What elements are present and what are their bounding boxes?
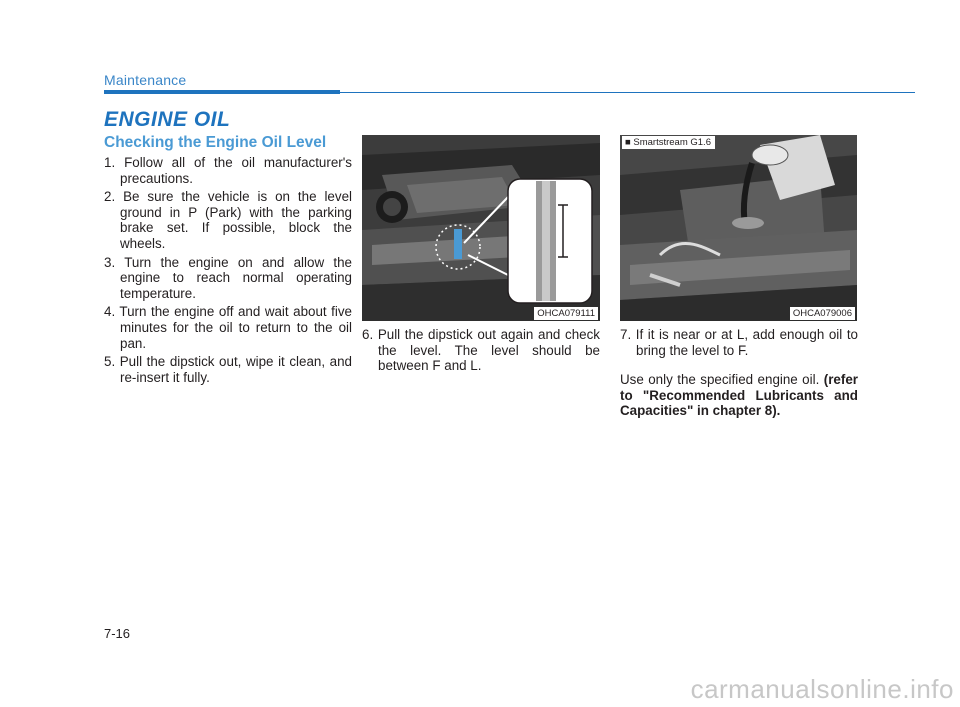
header-rule-thin [340,92,915,93]
steps-column-3 [620,327,858,419]
steps-column-2 [362,327,600,377]
engine-dipstick-illustration [362,135,600,321]
step-5: 5. Pull the dipstick out, wipe it clean, and re-insert it fully. [104,354,352,385]
oil-note [620,372,858,419]
oil-filler-illustration [620,135,857,321]
section-subtitle: Checking the Engine Oil Level [104,134,327,151]
steps-column-1 [104,155,352,388]
page-number: 7-16 [104,626,131,641]
section-label: Maintenance [104,72,187,88]
oil-filler-figure [620,135,857,321]
step-7: 7. If it is near or at L, add enough oil to bring the level to F. [620,327,858,358]
step-2: 2. Be sure the vehicle is on the level ground in P (Park) with the parking brake set. If possible, block the wheels. [104,189,352,251]
header-rule-thick [104,90,340,94]
page-title: ENGINE OIL [104,108,231,131]
oil-note-reference: (refer to "Recommended Lubricants and Capacities" in chapter 8). [620,372,858,419]
steps-list [104,155,352,385]
step-1: 1. Follow all of the oil manufacturer's precautions. [104,155,352,186]
step-6: 6. Pull the dipstick out again and check the level. The level should be between F and L. [362,327,600,374]
figure-code: OHCA079006 [790,307,855,320]
step-4: 4. Turn the engine off and wait about five minutes for the oil to return to the oil pan. [104,304,352,351]
engine-variant-badge: ■ Smartstream G1.6 [622,136,715,149]
dipstick-figure [362,135,600,321]
watermark: carmanualsonline.info [690,674,954,704]
oil-note-text: Use only the specified engine oil. [620,372,820,388]
step-3: 3. Turn the engine on and allow the engine to reach normal operating temperature. [104,254,352,301]
figure-code: OHCA079111 [534,307,598,320]
